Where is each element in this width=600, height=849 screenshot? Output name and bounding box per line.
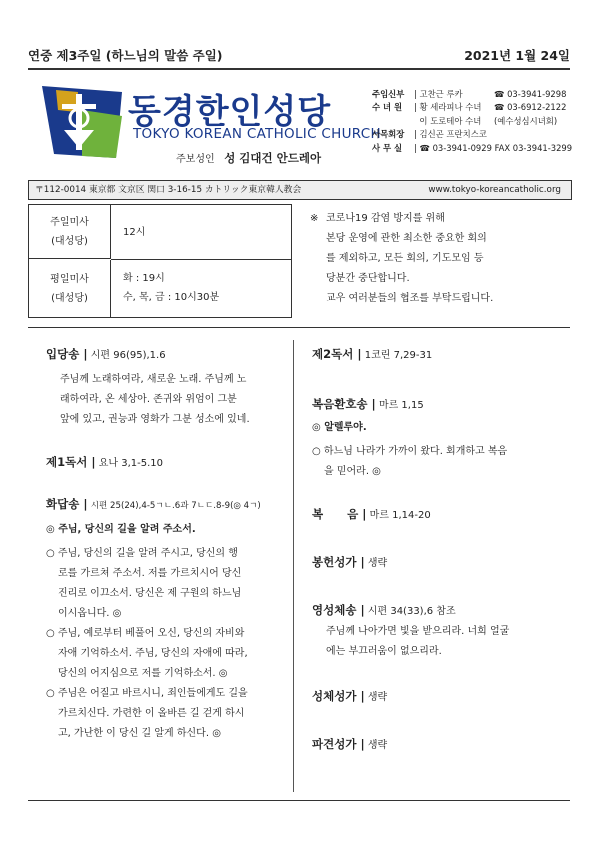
weekday-mass-location: (대성당) bbox=[51, 293, 88, 304]
bulletin-header bbox=[28, 46, 570, 64]
text-line: 진리로 이끄소서. 당신은 제 구원의 하느님 bbox=[58, 588, 242, 599]
psalm-verse bbox=[46, 624, 288, 684]
alleluia-heading bbox=[312, 396, 562, 412]
text-line: 가르치신다. 가련한 이 올바른 길 걷게 하시 bbox=[58, 708, 245, 719]
notice-line: 당분간 중단합니다. bbox=[326, 273, 410, 284]
recessional-title: 파견성가 | bbox=[312, 737, 365, 751]
alleluia-response: ◎ 알렐루야. bbox=[312, 422, 367, 433]
text-line: ○ 하느님 나라가 가까이 왔다. 회개하고 복음 bbox=[312, 446, 508, 457]
sunday-mass-label bbox=[29, 205, 111, 259]
contact-name: 이 도로테아 수녀 bbox=[419, 115, 482, 126]
address-bar bbox=[28, 180, 572, 200]
header-rule bbox=[28, 68, 570, 70]
offertory-ref: 생략 bbox=[367, 558, 388, 569]
recessional-heading bbox=[312, 736, 562, 752]
text-line: ○ 주님, 당신의 길을 알려 주시고, 당신의 행 bbox=[46, 548, 238, 559]
psalm-heading bbox=[46, 496, 288, 512]
table-divider bbox=[111, 259, 291, 260]
patron-label: 주보성인 bbox=[176, 154, 215, 165]
contact-row: 사목회장 | 김신곤 프란치스코 bbox=[372, 128, 572, 141]
first-reading-ref: 요나 3,1-5.10 bbox=[98, 458, 164, 469]
text-line: 자애 기억하소서. 주님, 당신의 자애에 따라, bbox=[58, 648, 248, 659]
contact-name: 황 세라피나 수녀 bbox=[419, 102, 482, 113]
left-column bbox=[46, 346, 288, 744]
text-line: 앞에 있고, 권능과 영화가 그분 성소에 있네. bbox=[60, 414, 250, 425]
contact-name: 고찬근 루카 bbox=[419, 89, 463, 99]
communion-hymn-title: 성체성가 | bbox=[312, 689, 365, 703]
psalm-verse bbox=[46, 544, 288, 624]
communion-hymn-heading bbox=[312, 688, 562, 704]
weekday-mass-times bbox=[123, 269, 219, 307]
notice-star-icon: ※ bbox=[310, 213, 319, 224]
communion-text bbox=[312, 622, 562, 662]
contact-row: 주임신부 | 고찬근 루카 ☎ 03-3941-9298 bbox=[372, 88, 572, 101]
second-reading-title: 제2독서 | bbox=[312, 347, 362, 361]
contact-label: 수 녀 원 bbox=[372, 102, 403, 113]
church-name-english: TOKYO KOREAN CATHOLIC CHURCH bbox=[133, 126, 381, 142]
weekday-time-line: 화 : 19시 bbox=[123, 273, 165, 284]
communion-ref: 시편 34(33),6 참조 bbox=[367, 606, 456, 617]
right-column bbox=[312, 346, 562, 752]
contact-name: ☎ 03-3941-0929 FAX 03-3941-3299 bbox=[419, 142, 573, 153]
communion-hymn-ref: 생략 bbox=[367, 692, 388, 703]
gospel-ref: 마르 1,14-20 bbox=[369, 510, 431, 521]
entrance-ref: 시편 96(95),1.6 bbox=[90, 350, 166, 361]
text-line: 주님께 노래하여라, 새로운 노래. 주님께 노 bbox=[60, 374, 247, 385]
entrance-antiphon-heading bbox=[46, 346, 288, 362]
contact-row bbox=[372, 115, 572, 128]
contact-row: 수 녀 원 | 황 세라피나 수녀 ☎ 03-6912-2122 bbox=[372, 101, 572, 114]
first-reading-heading bbox=[46, 454, 288, 470]
notice-line: 를 제외하고, 모든 회의, 기도모임 등 bbox=[326, 253, 484, 264]
contact-row: 사 무 실 | ☎ 03-3941-0929 FAX 03-3941-3299 bbox=[372, 142, 572, 155]
contact-label: 사 무 실 bbox=[372, 142, 403, 153]
weekday-mass-label-line: 평일미사 bbox=[50, 274, 89, 285]
contact-tel: ☎ 03-6912-2122 bbox=[494, 102, 567, 113]
column-divider bbox=[293, 340, 294, 792]
text-line: 이시옵니다. ◎ bbox=[58, 608, 122, 619]
contact-label: 주임신부 bbox=[372, 89, 405, 99]
sunday-mass-label-line: 주일미사 bbox=[50, 217, 89, 228]
text-line: 당신의 어지심으로 저를 기억하소서. ◎ bbox=[58, 668, 228, 679]
text-line: 래하여라, 온 세상아. 존귀와 위엄이 그분 bbox=[60, 394, 237, 405]
sunday-mass-time: 12시 bbox=[123, 227, 146, 238]
text-line: ○ 주님은 어질고 바르시니, 죄인들에게도 길을 bbox=[46, 688, 248, 699]
bulletin-date: 2021년 1월 24일 bbox=[464, 48, 570, 63]
notice-box bbox=[310, 209, 560, 309]
website-link[interactable]: www.tokyo-koreancatholic.org bbox=[428, 185, 561, 195]
offertory-title: 봉헌성가 | bbox=[312, 555, 365, 569]
first-reading-title: 제1독서 | bbox=[46, 455, 96, 469]
alleluia-verse bbox=[312, 442, 562, 482]
text-line: 을 믿어라. ◎ bbox=[324, 466, 381, 477]
mass-schedule-table bbox=[28, 204, 292, 318]
text-line: ○ 주님, 예로부터 베풀어 오신, 당신의 자비와 bbox=[46, 628, 245, 639]
communion-title: 영성체송 | bbox=[312, 603, 365, 617]
sunday-title: 연중 제3주일 (하느님의 말씀 주일) bbox=[28, 48, 223, 63]
church-cross-logo-icon bbox=[42, 82, 122, 158]
contact-label: 사목회장 bbox=[372, 129, 405, 140]
church-name-korean: 동경한인성당 bbox=[128, 92, 332, 132]
contact-tel: (예수성심시녀회) bbox=[494, 115, 558, 126]
alleluia-title: 복음환호송 | bbox=[312, 397, 376, 411]
text-line: 로를 가르쳐 주소서. 저를 가르치시어 당신 bbox=[58, 568, 242, 579]
second-reading-ref: 1코린 7,29-31 bbox=[364, 350, 433, 361]
gospel-heading bbox=[312, 506, 562, 522]
psalm-ref: 시편 25(24),4-5ㄱㄴ.6과 7ㄴㄷ.8-9(◎ 4ㄱ) bbox=[90, 501, 261, 511]
weekday-mass-label bbox=[29, 260, 111, 317]
second-reading-heading bbox=[312, 346, 562, 362]
recessional-ref: 생략 bbox=[367, 740, 388, 751]
psalm-verse bbox=[46, 684, 288, 744]
contact-name: 김신곤 프란치스코 bbox=[419, 129, 487, 140]
section-rule bbox=[28, 327, 570, 328]
communion-heading bbox=[312, 602, 562, 618]
contact-tel: ☎ 03-3941-9298 bbox=[494, 89, 567, 99]
psalm-response: ◎ 주님, 당신의 길을 알려 주소서. bbox=[46, 524, 196, 535]
notice-line: 본당 운영에 관한 최소한 중요한 회의 bbox=[326, 233, 487, 244]
text-line: 고, 가난한 이 당신 길 알게 하신다. ◎ bbox=[58, 728, 221, 739]
sunday-mass-location: (대성당) bbox=[51, 236, 88, 247]
address-text: 〒112-0014 東京都 文京区 関口 3-16-15 カトリック東京韓人教会 bbox=[35, 185, 302, 195]
text-line: 에는 부끄러움이 없으리라. bbox=[326, 646, 442, 657]
offertory-heading bbox=[312, 554, 562, 570]
weekday-time-line: 수, 목, 금 : 10시30분 bbox=[123, 292, 220, 303]
contact-list bbox=[372, 88, 572, 155]
alleluia-ref: 마르 1,15 bbox=[378, 400, 424, 411]
patron-saint bbox=[176, 150, 321, 166]
notice-line: 교우 여러분들의 협조를 부탁드립니다. bbox=[326, 293, 494, 304]
footer-rule bbox=[28, 800, 570, 801]
psalm-title: 화답송 | bbox=[46, 497, 88, 511]
text-line: 주님께 나아가면 빛을 받으리라. 너희 얼굴 bbox=[326, 626, 510, 637]
entrance-text bbox=[46, 370, 288, 430]
gospel-title: 복 음 | bbox=[312, 507, 367, 521]
patron-name: 성 김대건 안드레아 bbox=[224, 151, 322, 165]
entrance-title: 입당송 | bbox=[46, 347, 88, 361]
notice-line: 코로나19 감염 방지를 위해 bbox=[326, 213, 445, 224]
